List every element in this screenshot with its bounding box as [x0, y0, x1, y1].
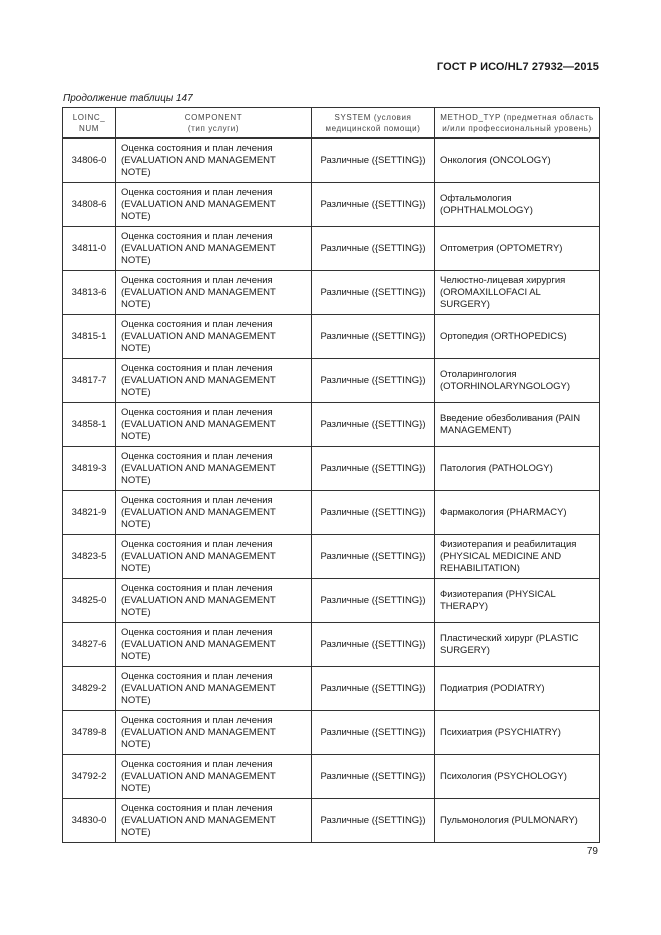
header-line: медицинской помощи): [325, 123, 421, 133]
table-row: [63, 623, 600, 667]
table-body: [63, 138, 600, 843]
cell-line: (EVALUATION AND MANAGEMENT: [121, 286, 276, 298]
cell-line: Подиатрия (PODIATRY): [440, 682, 545, 694]
cell-system: Различные ({SETTING}): [312, 535, 435, 579]
cell-line: (EVALUATION AND MANAGEMENT: [121, 770, 276, 782]
cell-component: [116, 535, 312, 579]
table-row: [63, 535, 600, 579]
cell-line: (OTORHINOLARYNGOLOGY): [440, 380, 571, 392]
cell-line: Оценка состояния и план лечения: [121, 362, 273, 374]
header-line: NUM: [78, 123, 100, 133]
cell-line: Оценка состояния и план лечения: [121, 230, 273, 242]
document-standard-title: ГОСТ Р ИСО/HL7 27932—2015: [436, 61, 599, 73]
cell-method-typ: [435, 667, 600, 711]
cell-line: Пластический хирург (PLASTIC: [440, 632, 579, 644]
cell-line: (EVALUATION AND MANAGEMENT: [121, 814, 276, 826]
cell-line: Оценка состояния и план лечения: [121, 582, 273, 594]
cell-method-typ: [435, 271, 600, 315]
table-row: [63, 799, 600, 843]
cell-line: (OPHTHALMOLOGY): [440, 204, 533, 216]
cell-line: (EVALUATION AND MANAGEMENT: [121, 638, 276, 650]
cell-line: Физиотерапия (PHYSICAL: [440, 588, 556, 600]
cell-line: NOTE): [121, 298, 151, 310]
cell-loinc-num: 34829-2: [63, 667, 116, 711]
cell-line: Оптометрия (OPTOMETRY): [440, 242, 563, 254]
cell-component: [116, 491, 312, 535]
cell-loinc-num: 34825-0: [63, 579, 116, 623]
cell-line: NOTE): [121, 210, 151, 222]
cell-loinc-num: 34817-7: [63, 359, 116, 403]
cell-line: (EVALUATION AND MANAGEMENT: [121, 682, 276, 694]
cell-component: [116, 403, 312, 447]
cell-line: NOTE): [121, 782, 151, 794]
cell-loinc-num: 34811-0: [63, 227, 116, 271]
cell-system: Различные ({SETTING}): [312, 315, 435, 359]
cell-component: [116, 755, 312, 799]
cell-method-typ: [435, 315, 600, 359]
cell-method-typ: [435, 755, 600, 799]
codes-table: [62, 107, 600, 843]
cell-line: SURGERY): [440, 644, 490, 656]
cell-system: Различные ({SETTING}): [312, 138, 435, 183]
page-number: 79: [586, 846, 598, 857]
cell-line: NOTE): [121, 386, 151, 398]
cell-line: (EVALUATION AND MANAGEMENT: [121, 198, 276, 210]
cell-system: Различные ({SETTING}): [312, 667, 435, 711]
cell-system: Различные ({SETTING}): [312, 183, 435, 227]
cell-method-typ: [435, 799, 600, 843]
cell-line: Оценка состояния и план лечения: [121, 758, 273, 770]
cell-loinc-num: 34789-8: [63, 711, 116, 755]
cell-line: SURGERY): [440, 298, 490, 310]
cell-method-typ: [435, 579, 600, 623]
cell-line: Фармакология (PHARMACY): [440, 506, 567, 518]
cell-line: Оценка состояния и план лечения: [121, 406, 273, 418]
cell-line: Оценка состояния и план лечения: [121, 714, 273, 726]
table-row: [63, 227, 600, 271]
cell-line: (EVALUATION AND MANAGEMENT: [121, 726, 276, 738]
cell-loinc-num: 34858-1: [63, 403, 116, 447]
table-row: [63, 359, 600, 403]
cell-component: [116, 138, 312, 183]
cell-line: Оценка состояния и план лечения: [121, 142, 273, 154]
header-method-typ: [435, 108, 600, 139]
table-row: [63, 579, 600, 623]
cell-component: [116, 315, 312, 359]
cell-method-typ: [435, 359, 600, 403]
table-row: [63, 447, 600, 491]
cell-method-typ: [435, 227, 600, 271]
cell-line: Введение обезболивания (PAIN: [440, 412, 581, 424]
header-row: [63, 108, 600, 139]
header-line: COMPONENT: [184, 112, 243, 122]
cell-line: Оценка состояния и план лечения: [121, 318, 273, 330]
cell-method-typ: [435, 138, 600, 183]
cell-line: (EVALUATION AND MANAGEMENT: [121, 594, 276, 606]
cell-line: NOTE): [121, 166, 151, 178]
cell-line: NOTE): [121, 694, 151, 706]
cell-line: NOTE): [121, 518, 151, 530]
cell-line: Физиотерапия и реабилитация: [440, 538, 577, 550]
cell-line: NOTE): [121, 254, 151, 266]
cell-component: [116, 667, 312, 711]
cell-loinc-num: 34830-0: [63, 799, 116, 843]
cell-loinc-num: 34808-6: [63, 183, 116, 227]
cell-loinc-num: 34827-6: [63, 623, 116, 667]
header-line: LOINC_: [72, 112, 106, 122]
cell-system: Различные ({SETTING}): [312, 579, 435, 623]
header-line: SYSTEM (условия: [334, 112, 412, 122]
cell-line: (EVALUATION AND MANAGEMENT: [121, 242, 276, 254]
cell-loinc-num: 34792-2: [63, 755, 116, 799]
table-row: [63, 403, 600, 447]
cell-line: (PHYSICAL MEDICINE AND: [440, 550, 562, 562]
cell-line: Оценка состояния и план лечения: [121, 186, 273, 198]
table-row: [63, 491, 600, 535]
cell-line: (EVALUATION AND MANAGEMENT: [121, 154, 276, 166]
table-row: [63, 667, 600, 711]
cell-system: Различные ({SETTING}): [312, 359, 435, 403]
cell-line: Оценка состояния и план лечения: [121, 538, 273, 550]
cell-line: Оценка состояния и план лечения: [121, 274, 273, 286]
cell-line: Оценка состояния и план лечения: [121, 494, 273, 506]
cell-method-typ: [435, 403, 600, 447]
cell-line: Оценка состояния и план лечения: [121, 802, 273, 814]
cell-line: Онкология (ONCOLOGY): [440, 154, 551, 166]
cell-system: Различные ({SETTING}): [312, 447, 435, 491]
cell-line: NOTE): [121, 342, 151, 354]
cell-line: NOTE): [121, 738, 151, 750]
cell-loinc-num: 34813-6: [63, 271, 116, 315]
cell-loinc-num: 34815-1: [63, 315, 116, 359]
cell-line: Психиатрия (PSYCHIATRY): [440, 726, 561, 738]
cell-method-typ: [435, 183, 600, 227]
cell-line: Психология (PSYCHOLOGY): [440, 770, 567, 782]
cell-line: NOTE): [121, 606, 151, 618]
cell-line: (EVALUATION AND MANAGEMENT: [121, 374, 276, 386]
cell-line: Оценка состояния и план лечения: [121, 670, 273, 682]
cell-system: Различные ({SETTING}): [312, 799, 435, 843]
table-row: [63, 315, 600, 359]
cell-line: REHABILITATION): [440, 562, 520, 574]
cell-component: [116, 271, 312, 315]
cell-loinc-num: 34806-0: [63, 138, 116, 183]
cell-line: Оценка состояния и план лечения: [121, 450, 273, 462]
cell-loinc-num: 34823-5: [63, 535, 116, 579]
cell-line: NOTE): [121, 826, 151, 838]
cell-method-typ: [435, 711, 600, 755]
table-caption: Продолжение таблицы 147: [63, 93, 193, 104]
cell-loinc-num: 34821-9: [63, 491, 116, 535]
header-line: и/или профессиональный уровень): [442, 123, 592, 133]
cell-line: Офтальмология: [440, 192, 512, 204]
cell-system: Различные ({SETTING}): [312, 227, 435, 271]
cell-line: Отоларингология: [440, 368, 517, 380]
cell-line: THERAPY): [440, 600, 489, 612]
cell-line: Пульмонология (PULMONARY): [440, 814, 578, 826]
table-row: [63, 711, 600, 755]
cell-component: [116, 711, 312, 755]
table-row: [63, 271, 600, 315]
cell-system: Различные ({SETTING}): [312, 711, 435, 755]
cell-component: [116, 579, 312, 623]
cell-line: NOTE): [121, 562, 151, 574]
cell-line: NOTE): [121, 474, 151, 486]
header-component: [116, 108, 312, 139]
cell-line: (EVALUATION AND MANAGEMENT: [121, 550, 276, 562]
header-loinc-num: [63, 108, 116, 139]
cell-line: (EVALUATION AND MANAGEMENT: [121, 330, 276, 342]
table-row: [63, 183, 600, 227]
cell-line: (EVALUATION AND MANAGEMENT: [121, 418, 276, 430]
cell-line: (EVALUATION AND MANAGEMENT: [121, 462, 276, 474]
cell-component: [116, 183, 312, 227]
cell-system: Различные ({SETTING}): [312, 403, 435, 447]
table-header: [63, 108, 600, 139]
cell-system: Различные ({SETTING}): [312, 491, 435, 535]
header-line: (тип услуги): [187, 123, 240, 133]
cell-loinc-num: 34819-3: [63, 447, 116, 491]
table-row: [63, 755, 600, 799]
cell-method-typ: [435, 535, 600, 579]
cell-method-typ: [435, 491, 600, 535]
cell-line: Оценка состояния и план лечения: [121, 626, 273, 638]
cell-method-typ: [435, 447, 600, 491]
cell-component: [116, 359, 312, 403]
header-line: METHOD_TYP (предметная область: [440, 112, 594, 122]
cell-line: (OROMAXILLOFACI AL: [440, 286, 541, 298]
cell-method-typ: [435, 623, 600, 667]
cell-system: Различные ({SETTING}): [312, 271, 435, 315]
cell-line: (EVALUATION AND MANAGEMENT: [121, 506, 276, 518]
cell-line: Челюстно-лицевая хирургия: [440, 274, 566, 286]
cell-system: Различные ({SETTING}): [312, 623, 435, 667]
cell-component: [116, 623, 312, 667]
header-system: [312, 108, 435, 139]
cell-component: [116, 227, 312, 271]
cell-component: [116, 447, 312, 491]
cell-line: MANAGEMENT): [440, 424, 512, 436]
cell-line: NOTE): [121, 650, 151, 662]
cell-line: Ортопедия (ORTHOPEDICS): [440, 330, 567, 342]
table-row: [63, 138, 600, 183]
cell-line: Патология (PATHOLOGY): [440, 462, 553, 474]
cell-line: NOTE): [121, 430, 151, 442]
cell-component: [116, 799, 312, 843]
cell-system: Различные ({SETTING}): [312, 755, 435, 799]
